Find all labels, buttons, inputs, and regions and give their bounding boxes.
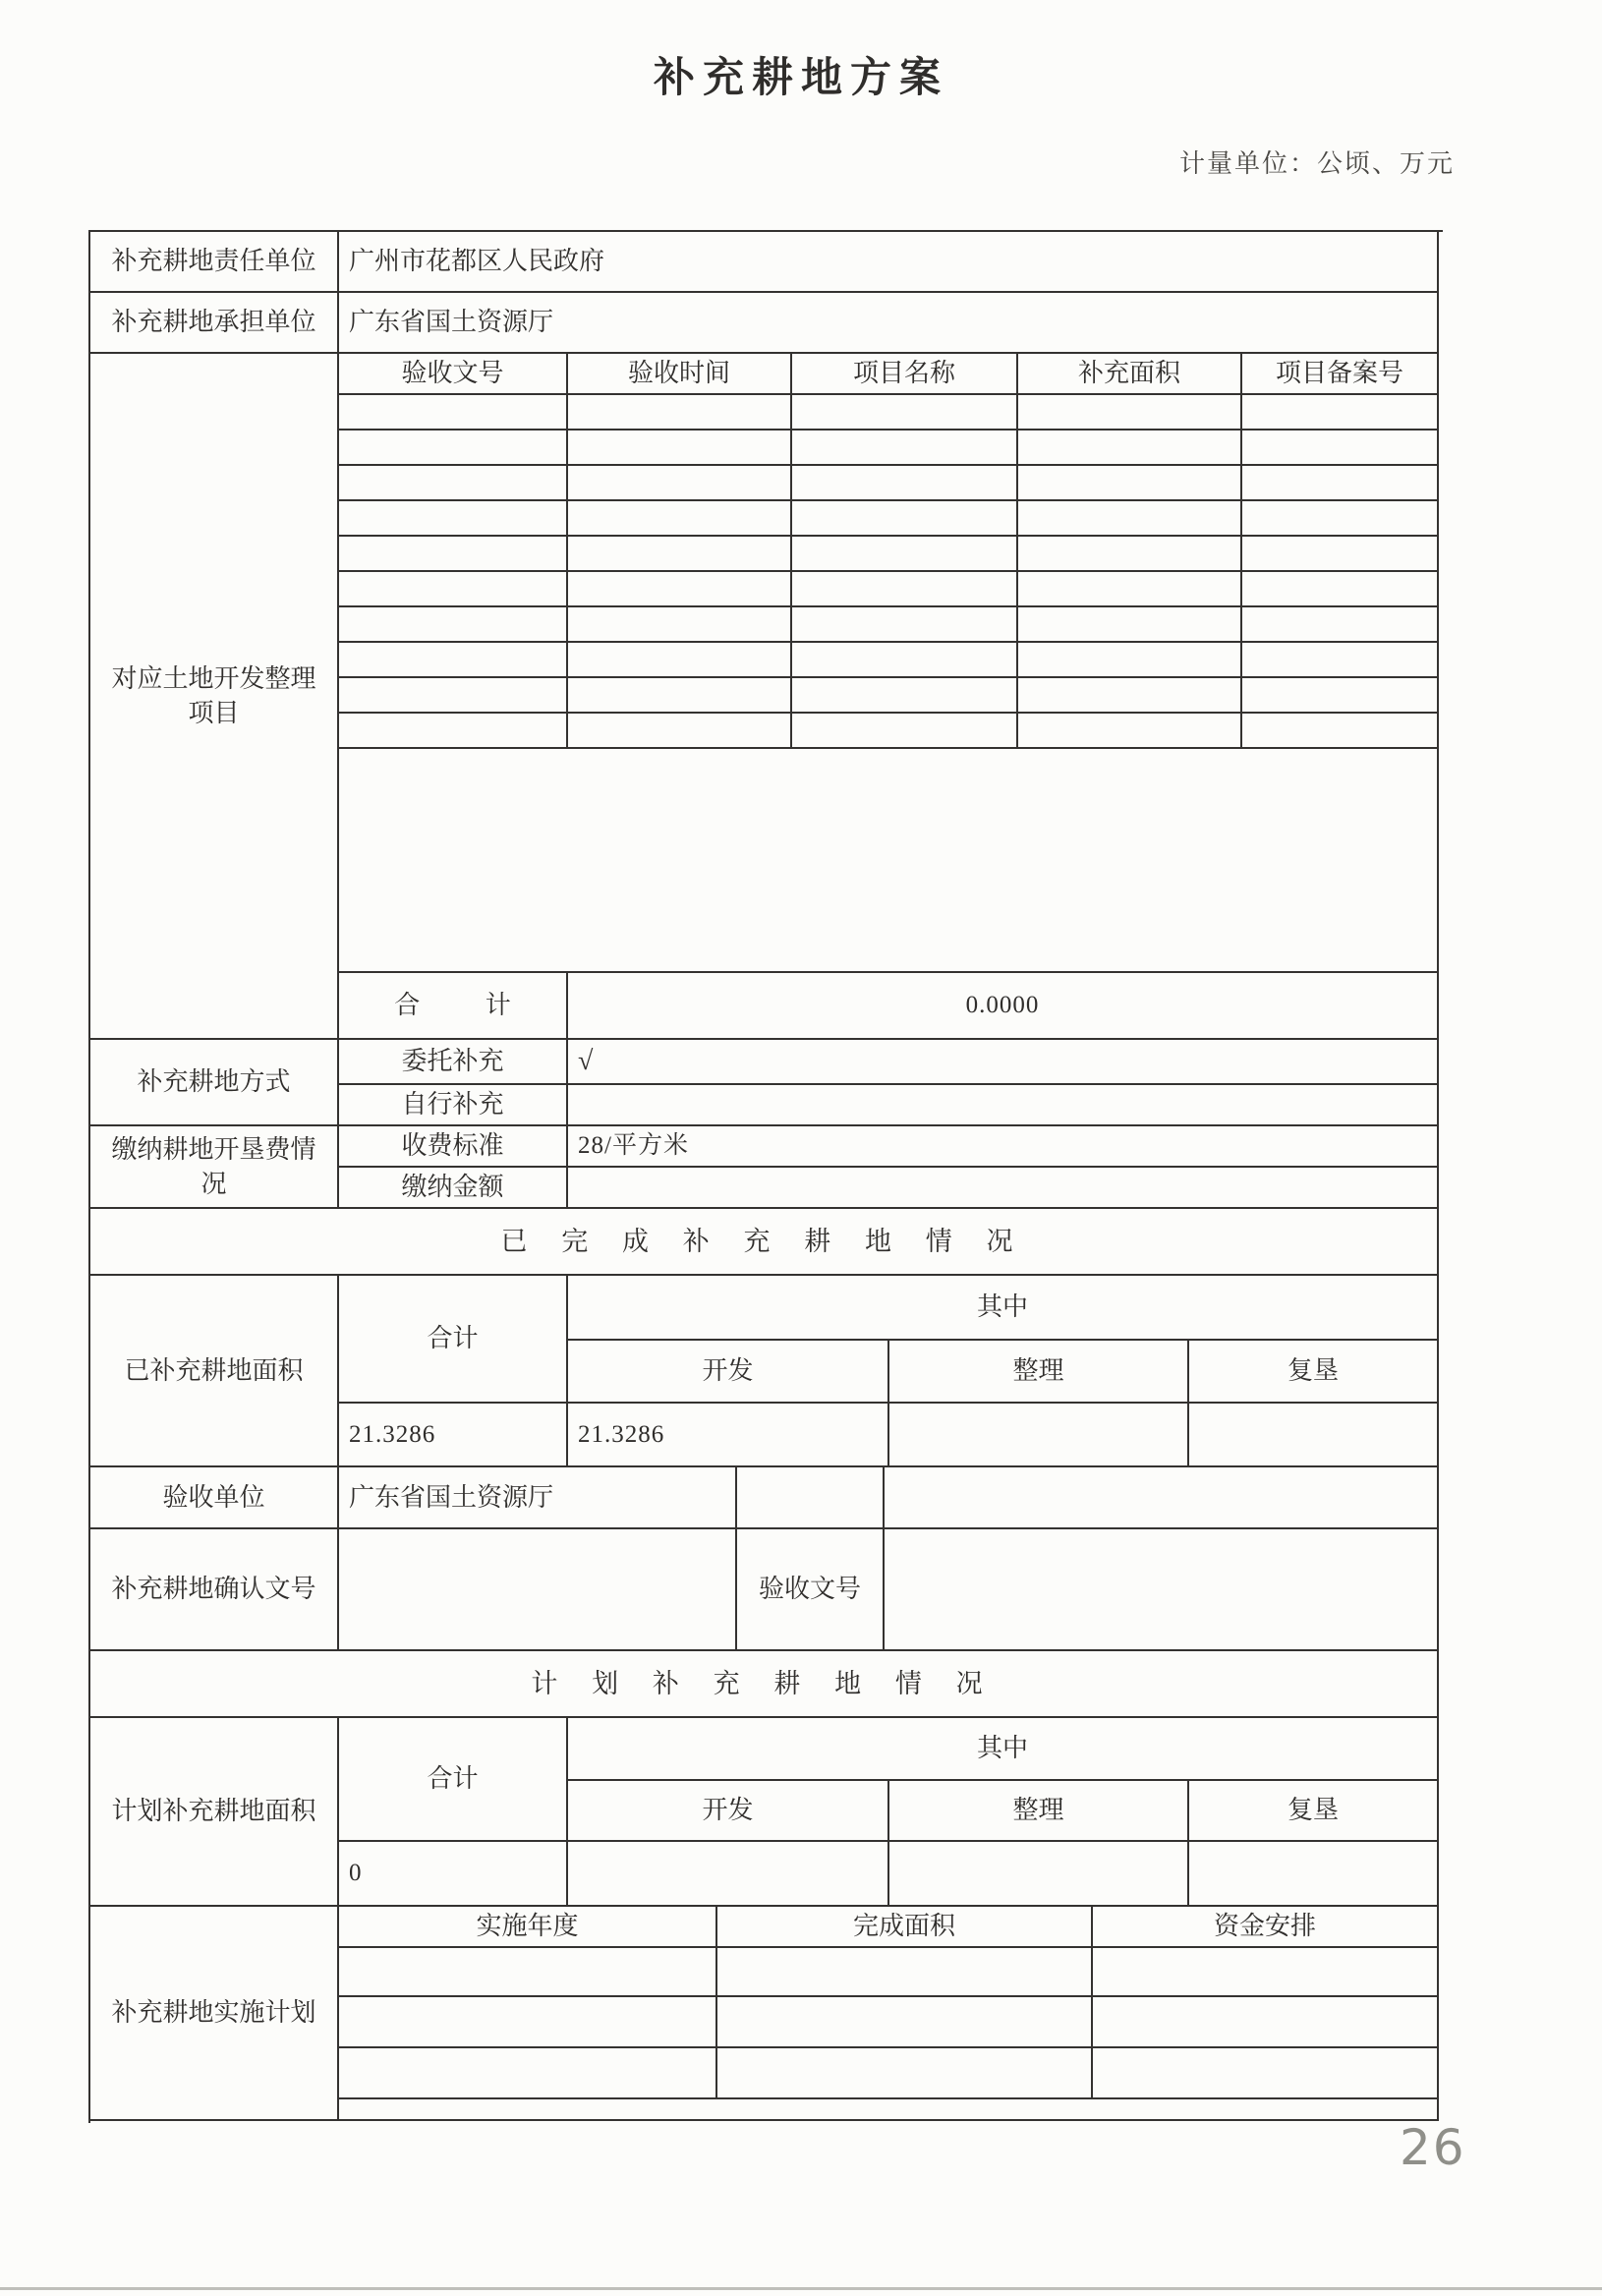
confirm-acceptance-doc-value: [885, 1529, 1439, 1651]
completed-reclaim-value: [1189, 1404, 1439, 1467]
project-empty-cell: [339, 572, 568, 607]
project-empty-cell: [568, 643, 792, 678]
self-supplement-label: 自行补充: [339, 1085, 568, 1126]
project-col-record-number: 项目备案号: [1242, 354, 1439, 395]
project-section-label: 对应土地开发整理项目: [90, 354, 339, 1040]
impl-col-completed-area: 完成面积: [717, 1907, 1093, 1948]
page-title: 补充耕地方案: [653, 56, 948, 101]
project-empty-cell: [792, 537, 1018, 572]
undertaking-unit-value: 广东省国土资源厅: [339, 293, 1439, 354]
project-empty-cell: [792, 430, 1018, 466]
impl-empty-cell: [339, 1948, 717, 1997]
project-empty-cell: [1242, 572, 1439, 607]
planned-develop-header: 开发: [568, 1781, 889, 1842]
planned-among-header: 其中: [568, 1718, 1439, 1781]
impl-empty-cell: [1093, 1997, 1439, 2048]
impl-empty-cell: [339, 1997, 717, 2048]
completed-develop-value: 21.3286: [568, 1404, 889, 1467]
fee-amount-label: 缴纳金额: [339, 1168, 568, 1209]
planned-total-header: 合计: [339, 1718, 568, 1842]
reclamation-fee-label: 缴纳耕地开垦费情况: [90, 1126, 339, 1209]
project-col-acceptance-date: 验收时间: [568, 354, 792, 395]
project-empty-cell: [339, 395, 568, 430]
project-empty-cell: [1018, 607, 1242, 643]
project-empty-cell: [339, 643, 568, 678]
planned-area-label: 计划补充耕地面积: [90, 1718, 339, 1907]
project-empty-cell: [1242, 395, 1439, 430]
acceptance-unit-spacer-cell: [737, 1467, 885, 1529]
confirm-doc-value: [339, 1529, 737, 1651]
completed-section-band: 已 完 成 补 充 耕 地 情 况: [90, 1209, 1439, 1276]
project-empty-cell: [339, 466, 568, 501]
project-col-supplement-area: 补充面积: [1018, 354, 1242, 395]
responsible-unit-label: 补充耕地责任单位: [90, 232, 339, 293]
implementation-plan-label: 补充耕地实施计划: [90, 1907, 339, 2121]
project-empty-cell: [1018, 678, 1242, 714]
project-empty-cell: [568, 466, 792, 501]
project-empty-cell: [568, 501, 792, 537]
project-empty-cell: [568, 607, 792, 643]
completed-develop-header: 开发: [568, 1341, 889, 1404]
completed-reclaim-header: 复垦: [1189, 1341, 1439, 1404]
project-empty-cell: [339, 607, 568, 643]
project-empty-cell: [792, 466, 1018, 501]
project-empty-cell: [1242, 430, 1439, 466]
project-total-label: 合 计: [339, 973, 568, 1040]
project-empty-cell: [568, 430, 792, 466]
project-empty-cell: [1242, 714, 1439, 749]
self-supplement-value: [568, 1085, 1439, 1126]
planned-reclaim-header: 复垦: [1189, 1781, 1439, 1842]
project-total-value: 0.0000: [568, 973, 1439, 1040]
project-empty-cell: [1242, 501, 1439, 537]
planned-consolidate-header: 整理: [889, 1781, 1189, 1842]
confirm-doc-label: 补充耕地确认文号: [90, 1529, 339, 1651]
project-empty-cell: [339, 430, 568, 466]
project-empty-cell: [1018, 537, 1242, 572]
project-empty-cell: [1242, 643, 1439, 678]
project-empty-cell: [1242, 678, 1439, 714]
completed-total-value: 21.3286: [339, 1404, 568, 1467]
project-empty-cell: [792, 714, 1018, 749]
project-empty-cell: [792, 501, 1018, 537]
supplement-method-label: 补充耕地方式: [90, 1040, 339, 1126]
project-empty-cell: [339, 501, 568, 537]
completed-among-header: 其中: [568, 1276, 1439, 1341]
planned-develop-value: [568, 1842, 889, 1907]
impl-bottom-strip: [339, 2099, 1439, 2121]
impl-col-year: 实施年度: [339, 1907, 717, 1948]
project-empty-cell: [792, 643, 1018, 678]
project-empty-cell: [1242, 607, 1439, 643]
project-empty-cell: [1018, 430, 1242, 466]
impl-col-funding: 资金安排: [1093, 1907, 1439, 1948]
project-empty-cell: [792, 607, 1018, 643]
project-empty-cell: [568, 678, 792, 714]
project-blank-area: [339, 749, 1439, 973]
impl-empty-cell: [717, 2048, 1093, 2099]
project-empty-cell: [792, 572, 1018, 607]
completed-area-label: 已补充耕地面积: [90, 1276, 339, 1467]
planned-reclaim-value: [1189, 1842, 1439, 1907]
project-empty-cell: [568, 395, 792, 430]
project-empty-cell: [339, 714, 568, 749]
planned-total-value: 0: [339, 1842, 568, 1907]
project-empty-cell: [792, 678, 1018, 714]
measurement-unit-note: 计量单位：公顷、万元: [1178, 149, 1455, 178]
fee-standard-label: 收费标准: [339, 1126, 568, 1168]
impl-empty-cell: [339, 2048, 717, 2099]
fee-amount-value: [568, 1168, 1439, 1209]
project-col-project-name: 项目名称: [792, 354, 1018, 395]
confirm-acceptance-doc-label: 验收文号: [737, 1529, 885, 1651]
project-empty-cell: [339, 537, 568, 572]
impl-empty-cell: [1093, 1948, 1439, 1997]
scan-bottom-edge: [0, 2287, 1602, 2290]
project-empty-cell: [792, 395, 1018, 430]
impl-empty-cell: [717, 1948, 1093, 1997]
project-empty-cell: [1242, 466, 1439, 501]
impl-empty-cell: [1093, 2048, 1439, 2099]
fee-standard-value: 28/平方米: [568, 1126, 1439, 1168]
project-empty-cell: [568, 537, 792, 572]
impl-empty-cell: [717, 1997, 1093, 2048]
acceptance-unit-label: 验收单位: [90, 1467, 339, 1529]
entrusted-supplement-label: 委托补充: [339, 1040, 568, 1085]
project-empty-cell: [1018, 643, 1242, 678]
project-col-acceptance-doc: 验收文号: [339, 354, 568, 395]
project-empty-cell: [568, 714, 792, 749]
completed-consolidate-value: [889, 1404, 1189, 1467]
responsible-unit-value: 广州市花都区人民政府: [339, 232, 1439, 293]
project-empty-cell: [1018, 466, 1242, 501]
project-empty-cell: [568, 572, 792, 607]
entrusted-supplement-checkmark: √: [568, 1040, 1439, 1085]
acceptance-unit-extra-cell: [885, 1467, 1439, 1529]
acceptance-unit-value: 广东省国土资源厅: [339, 1467, 737, 1529]
completed-consolidate-header: 整理: [889, 1341, 1189, 1404]
undertaking-unit-label: 补充耕地承担单位: [90, 293, 339, 354]
project-empty-cell: [1018, 501, 1242, 537]
project-empty-cell: [339, 678, 568, 714]
project-empty-cell: [1018, 714, 1242, 749]
planned-consolidate-value: [889, 1842, 1189, 1907]
completed-total-header: 合计: [339, 1276, 568, 1404]
project-empty-cell: [1242, 537, 1439, 572]
project-empty-cell: [1018, 395, 1242, 430]
page-number: 26: [1400, 2119, 1466, 2176]
planned-section-band: 计 划 补 充 耕 地 情 况: [90, 1651, 1439, 1718]
project-empty-cell: [1018, 572, 1242, 607]
